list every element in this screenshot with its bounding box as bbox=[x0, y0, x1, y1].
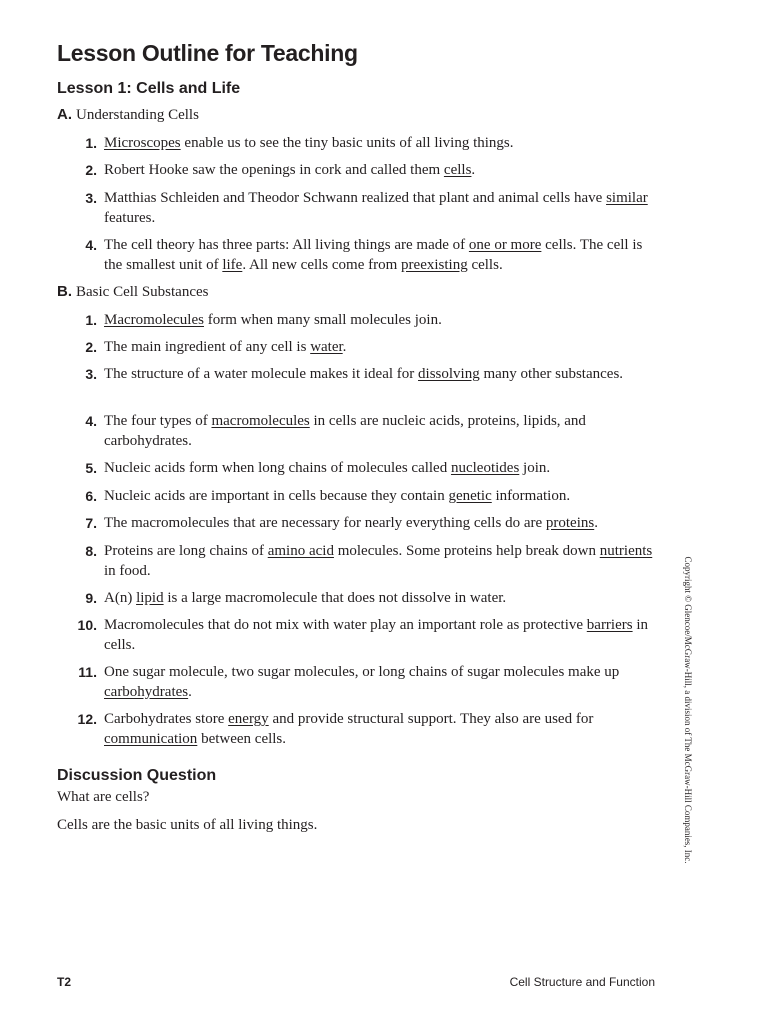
item-number: 1. bbox=[85, 135, 97, 151]
text-run: Robert Hooke saw the openings in cork and called them bbox=[104, 162, 444, 178]
answer-word: dissolving bbox=[418, 366, 480, 382]
item-text bbox=[104, 513, 657, 533]
item-text bbox=[104, 235, 657, 275]
item-text bbox=[104, 662, 657, 702]
list-item bbox=[57, 235, 657, 275]
item-number: 3. bbox=[85, 190, 97, 206]
discussion-question: What are cells? bbox=[57, 789, 150, 805]
text-run: A(n) bbox=[104, 590, 137, 606]
text-run: One sugar molecule, two sugar molecules, or long chains of sugar molecules make up bbox=[104, 664, 620, 680]
text-run: The macromolecules that are necessary for nearly everything cells do are bbox=[104, 515, 546, 531]
answer-word: Macromolecules bbox=[104, 312, 204, 328]
list-item bbox=[57, 662, 657, 702]
item-text bbox=[104, 541, 657, 581]
text-run: The four types of bbox=[104, 413, 212, 429]
text-run: Proteins are long chains of bbox=[104, 543, 268, 559]
list-item bbox=[57, 486, 657, 506]
text-run: enable us to see the tiny basic units of all living things. bbox=[180, 135, 514, 151]
answer-word: similar bbox=[606, 190, 648, 206]
item-number: 12. bbox=[77, 711, 97, 727]
answer-word: preexisting bbox=[401, 257, 468, 273]
section-b-heading bbox=[57, 283, 208, 301]
text-run: The main ingredient of any cell is bbox=[104, 339, 311, 355]
answer-word: communication bbox=[104, 731, 198, 747]
text-run: The structure of a water molecule makes it ideal for bbox=[104, 366, 419, 382]
answer-word: nutrients bbox=[599, 543, 653, 559]
list-item bbox=[57, 541, 657, 581]
text-run: cells. The cell is the smallest unit of bbox=[104, 237, 643, 273]
page-title: Lesson Outline for Teaching bbox=[57, 40, 358, 66]
discussion-title: Discussion Question bbox=[57, 767, 217, 784]
item-number: 4. bbox=[85, 413, 97, 429]
text-run: Nucleic acids form when long chains of molecules called bbox=[104, 460, 451, 476]
text-run: . All new cells come from bbox=[242, 257, 402, 273]
text-run: is a large macromolecule that does not dissolve in water. bbox=[163, 590, 507, 606]
page-number: T2 bbox=[57, 975, 72, 989]
list-item bbox=[57, 364, 657, 384]
item-number: 9. bbox=[85, 590, 97, 606]
answer-word: one or more bbox=[468, 237, 542, 253]
answer-word: cells bbox=[443, 162, 472, 178]
item-text bbox=[104, 337, 657, 357]
list-item bbox=[57, 588, 657, 608]
section-a-heading bbox=[57, 106, 199, 124]
text-run: molecules. Some proteins help break down bbox=[333, 543, 600, 559]
item-number: 11. bbox=[78, 664, 97, 680]
item-number: 2. bbox=[85, 339, 97, 355]
text-run: and provide structural support. They also are used for bbox=[268, 711, 594, 727]
item-number: 10. bbox=[77, 617, 97, 633]
answer-word: Microscopes bbox=[104, 135, 181, 151]
answer-word: proteins bbox=[545, 515, 595, 531]
answer-word: nucleotides bbox=[450, 460, 520, 476]
text-run: features. bbox=[104, 210, 156, 226]
copyright-notice: Copyright © Glencoe/McGraw-Hill, a division of The McGraw-Hill Companies, Inc. bbox=[683, 556, 693, 864]
answer-word: genetic bbox=[448, 488, 492, 504]
list-item bbox=[57, 310, 657, 330]
section-letter: A. bbox=[57, 106, 72, 123]
text-run: . bbox=[342, 339, 347, 355]
item-number: 5. bbox=[85, 460, 97, 476]
item-text bbox=[104, 188, 657, 228]
text-run: in food. bbox=[104, 563, 151, 579]
item-number: 3. bbox=[85, 366, 97, 382]
section-letter: B. bbox=[57, 283, 72, 300]
discussion-answer: Cells are the basic units of all living things. bbox=[57, 817, 318, 833]
chapter-title: Cell Structure and Function bbox=[509, 975, 655, 989]
list-item bbox=[57, 458, 657, 478]
item-number: 1. bbox=[85, 312, 97, 328]
text-run: information. bbox=[491, 488, 571, 504]
text-run: Matthias Schleiden and Theodor Schwann realized that plant and animal cells have bbox=[104, 190, 607, 206]
text-run: . bbox=[471, 162, 476, 178]
text-run: join. bbox=[519, 460, 551, 476]
list-item bbox=[57, 133, 657, 153]
item-text bbox=[104, 458, 657, 478]
item-text bbox=[104, 133, 657, 153]
text-run: The cell theory has three parts: All living things are made of bbox=[104, 237, 469, 253]
text-run: in cells are nucleic acids, proteins, lipids, and carbohydrates. bbox=[104, 413, 586, 449]
item-number: 8. bbox=[85, 543, 97, 559]
lesson-heading: Lesson 1: Cells and Life bbox=[57, 80, 241, 97]
section-title: Basic Cell Substances bbox=[76, 284, 209, 300]
item-text bbox=[104, 310, 657, 330]
text-run: Macromolecules that do not mix with water play an important role as protective bbox=[104, 617, 587, 633]
text-run: many other substances. bbox=[479, 366, 624, 382]
list-item bbox=[57, 709, 657, 749]
item-text bbox=[104, 411, 657, 451]
answer-word: lipid bbox=[136, 590, 164, 606]
text-run: Nucleic acids are important in cells because they contain bbox=[104, 488, 449, 504]
text-run: in cells. bbox=[104, 617, 649, 653]
list-item bbox=[57, 160, 657, 180]
text-run: form when many small molecules join. bbox=[203, 312, 442, 328]
answer-word: water bbox=[310, 339, 343, 355]
item-number: 6. bbox=[85, 488, 97, 504]
item-text bbox=[104, 160, 657, 180]
section-title: Understanding Cells bbox=[76, 107, 199, 123]
item-text bbox=[104, 486, 657, 506]
text-run: Carbohydrates store bbox=[104, 711, 229, 727]
list-item bbox=[57, 615, 657, 655]
list-item bbox=[57, 337, 657, 357]
list-item bbox=[57, 513, 657, 533]
answer-word: amino acid bbox=[267, 543, 334, 559]
answer-word: carbohydrates bbox=[104, 684, 189, 700]
list-item bbox=[57, 411, 657, 451]
answer-word: barriers bbox=[586, 617, 633, 633]
text-run: cells. bbox=[467, 257, 503, 273]
answer-word: macromolecules bbox=[211, 413, 310, 429]
item-text bbox=[104, 709, 657, 749]
list-item bbox=[57, 188, 657, 228]
item-text bbox=[104, 364, 657, 384]
item-text bbox=[104, 615, 657, 655]
answer-word: life bbox=[222, 257, 243, 273]
item-text bbox=[104, 588, 657, 608]
answer-word: energy bbox=[228, 711, 269, 727]
item-number: 7. bbox=[85, 515, 97, 531]
text-run: . bbox=[188, 684, 192, 700]
item-number: 4. bbox=[85, 237, 97, 253]
text-run: between cells. bbox=[197, 731, 287, 747]
item-number: 2. bbox=[85, 162, 97, 178]
text-run: . bbox=[594, 515, 598, 531]
